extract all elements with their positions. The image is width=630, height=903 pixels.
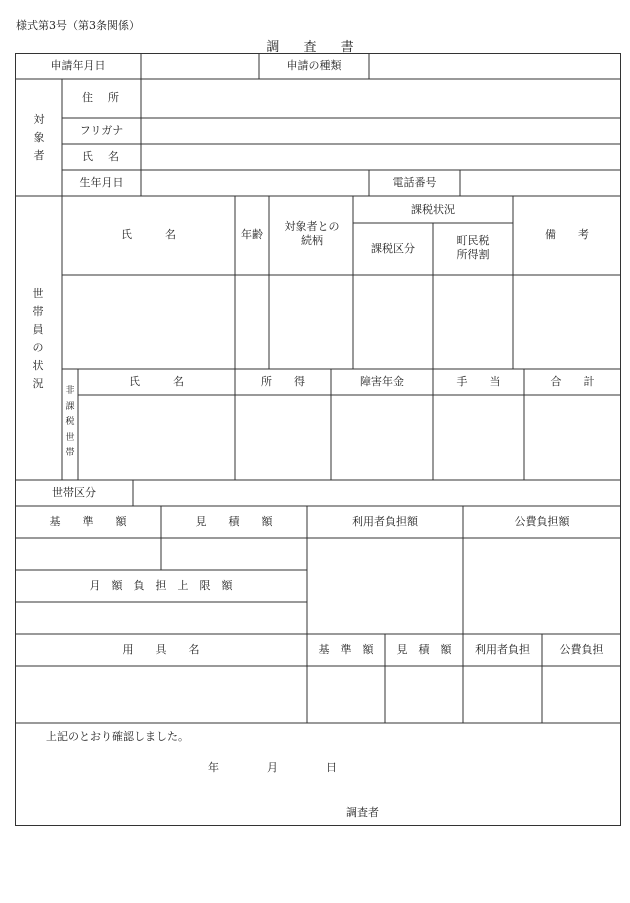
- page-title: 調 査 書: [266, 40, 364, 55]
- nt-total-header: 合 計: [550, 375, 595, 388]
- relation-header: 対象者との続柄: [284, 220, 340, 247]
- public-burden-amount-header: 公費負担額: [514, 515, 570, 528]
- equipment-name-header: 用 具 名: [122, 643, 200, 656]
- tax-category-header: 課税区分: [371, 242, 415, 255]
- member-name-header: 氏 名: [121, 228, 176, 241]
- nt-disability-pension-header: 障害年金: [360, 375, 404, 388]
- standard-amount-field[interactable]: [16, 539, 160, 569]
- survey-form: [15, 53, 621, 826]
- address-field[interactable]: [142, 80, 620, 117]
- age-header: 年齢: [241, 228, 263, 241]
- name-field[interactable]: [142, 145, 620, 169]
- household-status-label: 世帯員の状況: [32, 287, 44, 390]
- date-year-label: 年: [208, 761, 219, 774]
- monthly-limit-field[interactable]: [16, 603, 306, 633]
- form-number: 様式第3号（第3条関係）: [16, 19, 140, 32]
- tax-status-header: 課税状況: [411, 203, 455, 216]
- non-taxed-entry[interactable]: [79, 396, 620, 479]
- household-category-field[interactable]: [134, 481, 620, 505]
- estimate-amount-field[interactable]: [162, 539, 306, 569]
- eq-standard-field[interactable]: [308, 667, 384, 722]
- subject-label: 対象者: [33, 113, 45, 162]
- monthly-limit-label: 月 額 負 担 上 限 額: [89, 579, 233, 592]
- nt-income-header: 所 得: [261, 375, 305, 388]
- application-type-field[interactable]: [370, 54, 620, 78]
- date-month-label: 月: [267, 761, 278, 774]
- furigana-label: フリガナ: [79, 124, 124, 137]
- user-burden-amount-header: 利用者負担額: [352, 515, 418, 528]
- phone-field[interactable]: [461, 171, 620, 195]
- nt-name-header: 氏 名: [129, 375, 184, 388]
- eq-public-burden-header: 公費負担: [559, 643, 604, 656]
- non-taxed-household-label: 非課税世帯: [65, 386, 75, 458]
- birthdate-field[interactable]: [142, 171, 368, 195]
- birthdate-label: 生年月日: [79, 176, 124, 189]
- standard-amount-header: 基 準 額: [49, 515, 127, 528]
- investigator-label: 調査者: [346, 806, 379, 819]
- address-label: 住 所: [82, 91, 121, 104]
- estimate-amount-header: 見 積 額: [195, 515, 273, 528]
- application-date-label: 申請年月日: [50, 59, 106, 72]
- remarks-header: 備 考: [545, 228, 589, 241]
- application-date-field[interactable]: [142, 54, 258, 78]
- eq-public-burden-field[interactable]: [543, 667, 620, 722]
- application-type-label: 申請の種類: [286, 59, 342, 72]
- household-category-label: 世帯区分: [52, 486, 96, 499]
- public-burden-amount-field[interactable]: [464, 539, 620, 633]
- equipment-name-field[interactable]: [16, 667, 306, 722]
- eq-user-burden-header: 利用者負担: [475, 643, 530, 656]
- user-burden-amount-field[interactable]: [308, 539, 462, 633]
- eq-estimate-field[interactable]: [386, 667, 462, 722]
- confirmation-text: 上記のとおり確認しました。: [46, 730, 189, 743]
- town-tax-header: 町民税所得割: [456, 234, 490, 261]
- household-members-entry[interactable]: [63, 276, 620, 368]
- nt-allowance-header: 手 当: [456, 375, 501, 388]
- eq-estimate-header: 見 積 額: [396, 643, 452, 656]
- furigana-field[interactable]: [142, 119, 620, 143]
- phone-label: 電話番号: [392, 176, 437, 189]
- date-day-label: 日: [326, 761, 337, 774]
- eq-standard-header: 基 準 額: [318, 643, 374, 656]
- name-label: 氏 名: [82, 150, 121, 163]
- eq-user-burden-field[interactable]: [464, 667, 541, 722]
